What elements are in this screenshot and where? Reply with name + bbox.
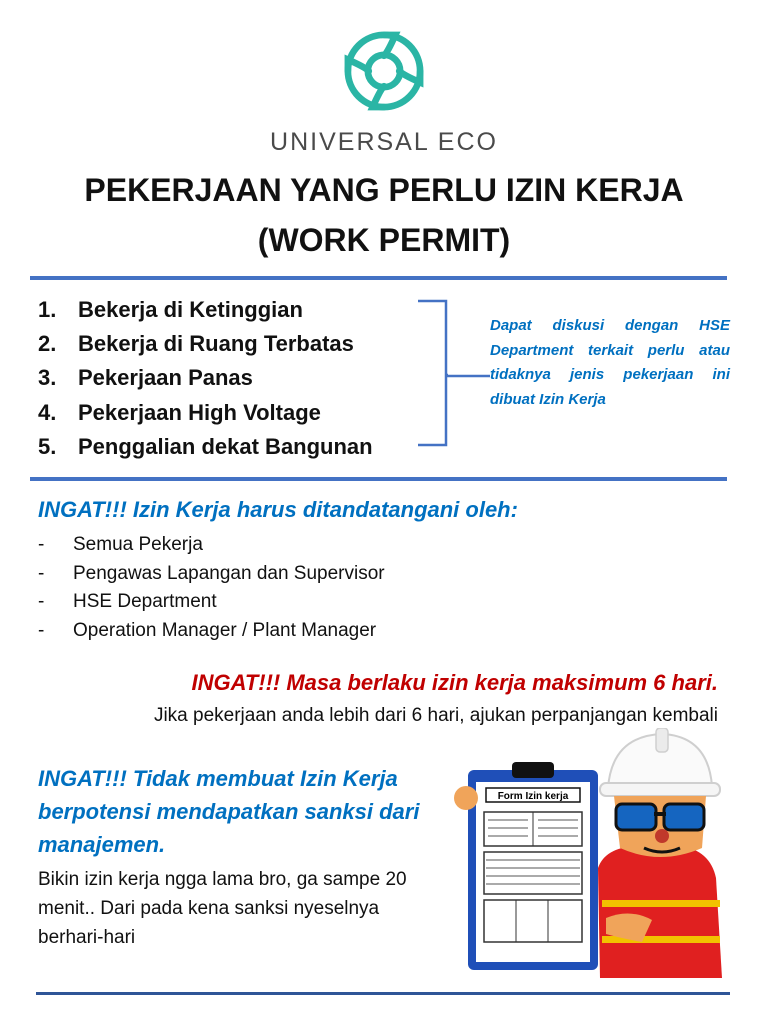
bracket-pointer xyxy=(446,374,490,378)
reminder-signatures-heading: INGAT!!! Izin Kerja harus ditandatangani oleh: xyxy=(38,497,518,522)
divider-middle xyxy=(30,477,727,481)
page-title-line2: (WORK PERMIT) xyxy=(257,222,511,258)
divider-bottom xyxy=(36,992,730,995)
signers-list xyxy=(38,531,385,645)
divider-top xyxy=(30,276,727,280)
bracket-connector xyxy=(416,299,448,447)
brand-name: UNIVERSAL ECO xyxy=(270,128,498,156)
list-item: - Operation Manager / Plant Manager xyxy=(38,619,377,641)
list-item: 4. Pekerjaan High Voltage xyxy=(38,399,321,425)
reminder-sanction-text: Bikin izin kerja ngga lama bro, ga sampe 20 menit.. Dari pada kena sanksi nyeselnya berhari-hari xyxy=(38,869,407,948)
list-item: - Semua Pekerja xyxy=(38,534,203,555)
reminder-sanction-heading: INGAT!!! Tidak membuat Izin Kerja berpotensi mendapatkan sanksi dari manajemen. xyxy=(38,766,420,857)
universal-eco-logo-icon xyxy=(327,14,441,128)
list-item: - Pengawas Lapangan dan Supervisor xyxy=(38,562,385,584)
reminder-validity-text: Jika pekerjaan anda lebih dari 6 hari, ajukan perpanjangan kembali xyxy=(153,705,718,726)
side-note: Dapat diskusi dengan HSE Department terkait perlu atau tidaknya jenis pekerjaan ini dibuat Izin Kerja xyxy=(490,317,730,408)
list-item: - HSE Department xyxy=(38,591,217,613)
list-item: 3. Pekerjaan Panas xyxy=(38,365,253,391)
list-item: 1. Bekerja di Ketinggian xyxy=(38,297,303,322)
list-item: 5. Penggalian dekat Bangunan xyxy=(38,433,373,459)
reminder-validity-heading: INGAT!!! Masa berlaku izin kerja maksimum 6 hari. xyxy=(191,670,718,695)
clipboard-form-label: Form Izin kerja xyxy=(497,791,569,802)
page-title-line1: PEKERJAAN YANG PERLU IZIN KERJA xyxy=(84,172,684,208)
work-type-list xyxy=(38,293,373,464)
list-item: 2. Bekerja di Ruang Terbatas xyxy=(38,331,354,357)
worker-holding-clipboard-icon xyxy=(430,728,730,978)
